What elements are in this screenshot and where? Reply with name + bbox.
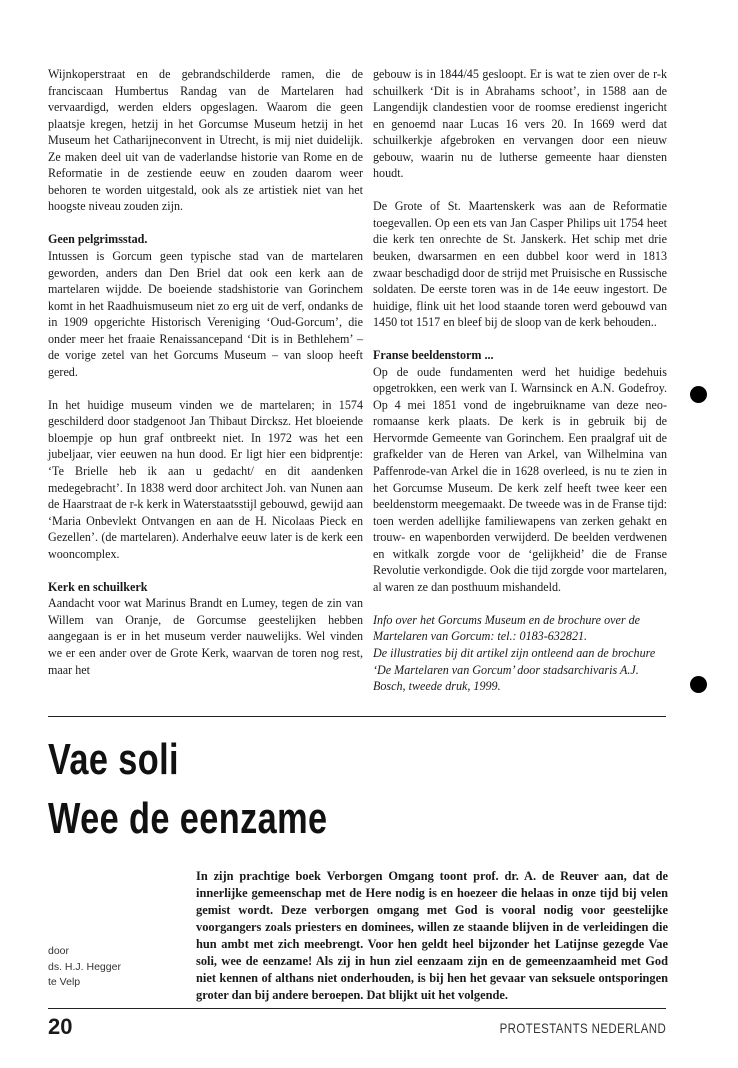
info-note: Info over het Gorcums Museum en de brochure over de Martelaren van Gorcum: tel.: 0183-632821. bbox=[373, 612, 640, 644]
page-number: 20 bbox=[48, 1014, 73, 1039]
footer-divider bbox=[48, 1008, 666, 1009]
byline-line: door bbox=[48, 945, 70, 957]
section-heading: Franse beeldenstorm ... bbox=[373, 348, 494, 363]
magazine-title: PROTESTANTS NEDERLAND bbox=[499, 1020, 666, 1036]
paragraph: Aandacht voor wat Marinus Brandt en Lumey, tegen de zin van Willem van Oranje, de Gorcumse geestelijken hebben aangegaan is er in het museum verder nauwelijks. Wel vinden we er een ander over de Grote Kerk, waarvan de toren nog rest, maar het bbox=[48, 596, 363, 677]
author-location: te Velp bbox=[48, 976, 81, 988]
illustration-credit: De illustraties bij dit artikel zijn ontleend aan de brochure ‘De Martelaren van Gorcum’ door stadsarchivaris A.J. Bosch, tweede druk, 1999. bbox=[373, 646, 656, 694]
paragraph: Wijnkoperstraat en de gebrandschilderde ramen, die de franciscaan Humbertus Randag van de Martelaren had vervaardigd, werden elders opgeslagen. Waarom die geen plaatsje kregen, hetzij in het Gorcumse Museum hetzij in het Museum het Catharijneconvent in Utrecht, is mij niet duidelijk. Ze maken deel uit van de vaderlandse historie van Rome en de Reformatie in de zestiende eeuw en zouden daarom weer behoren te worden uitgestald, ook als ze artistiek niet van het hoogste niveau zouden zijn. bbox=[48, 67, 363, 214]
divider bbox=[48, 716, 666, 717]
left-column bbox=[48, 66, 363, 678]
paragraph: gebouw is in 1844/45 gesloopt. Er is wat te zien over de r-k schuilkerk ‘Dit is in Abrahams schoot’, in 1588 aan de Langendijk clandestien voor de roomse eredienst ingericht en genoemd naar Lucas 16 vers 20. In 1669 werd dat schuilkerkje afgebroken en vervangen door een nieuw gebouw, waarin nu de lutherse gemeente haar diensten houdt. bbox=[373, 67, 667, 181]
author-name: ds. H.J. Hegger bbox=[48, 960, 121, 973]
headline-line-1: Vae soli bbox=[48, 735, 179, 784]
byline bbox=[48, 944, 188, 991]
headline-line-2: Wee de eenzame bbox=[48, 794, 328, 843]
paragraph: De Grote of St. Maartenskerk was aan de Reformatie toegevallen. Op een ets van Jan Casper Philips uit 1754 heet die kerk ten onrechte de St. Janskerk. Het schip met drie beuken, dwarsarmen en een dubbel koor werd in 1813 zwaar beschadigd door de strijd met Pruisische en Russische soldaten. De eerste toren was in de 14e eeuw ingestort. De huidige, flink uit het lood staande toren werd gebouwd van 1450 tot 1517 en bleef bij de sloop van de kerk behouden.. bbox=[373, 199, 667, 330]
paragraph: Intussen is Gorcum geen typische stad van de martelaren geworden, anders dan Den Briel dat ook een kerk aan de martelaren wijdde. De boeiende stadshistorie van Gorinchem komt in het Raadhuismuseum niet zo erg uit de verf, ondanks de in 1909 opgerichte Historisch Vereniging ‘Oud-Gorcum’, die onder meer het fraaie Renaissancepand ‘Dit is in Bethlehem’ – de vorige zetel van het Gorcums Museum – van sloop heeft gered. bbox=[48, 248, 363, 379]
right-column bbox=[373, 66, 667, 695]
paragraph: Op de oude fundamenten werd het huidige bedehuis opgetrokken, een werk van I. Warnsinck en A.N. Godefroy. Op 4 mei 1851 vond de ingebruikname van deze neo-romaanse kerk plaats. De kerk is in gebruik bij de Hervormde Gemeente van Gorinchem. Een praalgraf uit de grafkelder van de Heren van Arkel, van Wilhelmina van Paffenrode-van Arkel die in 1628 overleed, is nu te zien in het Gorcumse Museum. De kerk zelf heeft twee keer een beeldenstorm meegemaakt. De tweede was in de Franse tijd: toen werden adellijke familiewapens van zerken gehakt en trouw- en wapenborden verwijderd. De beelden verdwenen en witkalk zorgde voor de ‘gelijkheid’ die de Franse Revolutie verkondigde. Ook die tijd zorgde voor martelaren, al waren ze dan posthuum mishandeld. bbox=[373, 364, 667, 594]
bullet-dot-icon bbox=[690, 386, 707, 403]
bullet-dot-icon bbox=[690, 676, 707, 693]
intro-paragraph: In zijn prachtige boek Verborgen Omgang toont prof. dr. A. de Reuver aan, dat de innerlijke gemeenschap met de Here nodig is en hoezeer die helaas in onze tijd bij velen gemist wordt. Deze verborgen omgang met God is vooral nodig voor geestelijke voorgangers zoals priesters en dominees, willen ze staande blijven in de verleidingen die hun ambt met zich meebrengt. Voor hen geldt heel bijzonder het Latijnse gezegde Vae soli, wee de eenzame! Als zij in hun ziel eenzaam zijn en de gemeenzaamheid met God niet kennen of althans niet onderhouden, is bij hen het gevaar van seksuele ontsporingen groter dan bij andere beroepen. Dat blijkt uit het volgende. bbox=[196, 869, 668, 1002]
section-heading: Kerk en schuilkerk bbox=[48, 579, 148, 594]
section-heading: Geen pelgrimsstad. bbox=[48, 232, 148, 247]
paragraph: In het huidige museum vinden we de martelaren; in 1574 geschilderd door stadgenoot Jan Thibaut Dircksz. Het bloeiende bloempje op hun graf ontbreekt niet. In 1972 was het een jubeljaar, vier eeuwen na hun dood. Er ligt hier een bidprentje: ‘Te Brielle heb ik aan u gedacht/ en dit aandenken medegebracht’. In 1838 werd door architect Joh. van Nunen aan de Haarstraat de r-k kerk in Waterstaatsstijl gebouwd, gewijd aan ‘Maria Onbevlekt Ontvangen en aan de H. Nicolaas Pieck en Gezellen’. (de martelaren). Anderhalve eeuw later is de kerk een wooncomplex. bbox=[48, 397, 363, 561]
